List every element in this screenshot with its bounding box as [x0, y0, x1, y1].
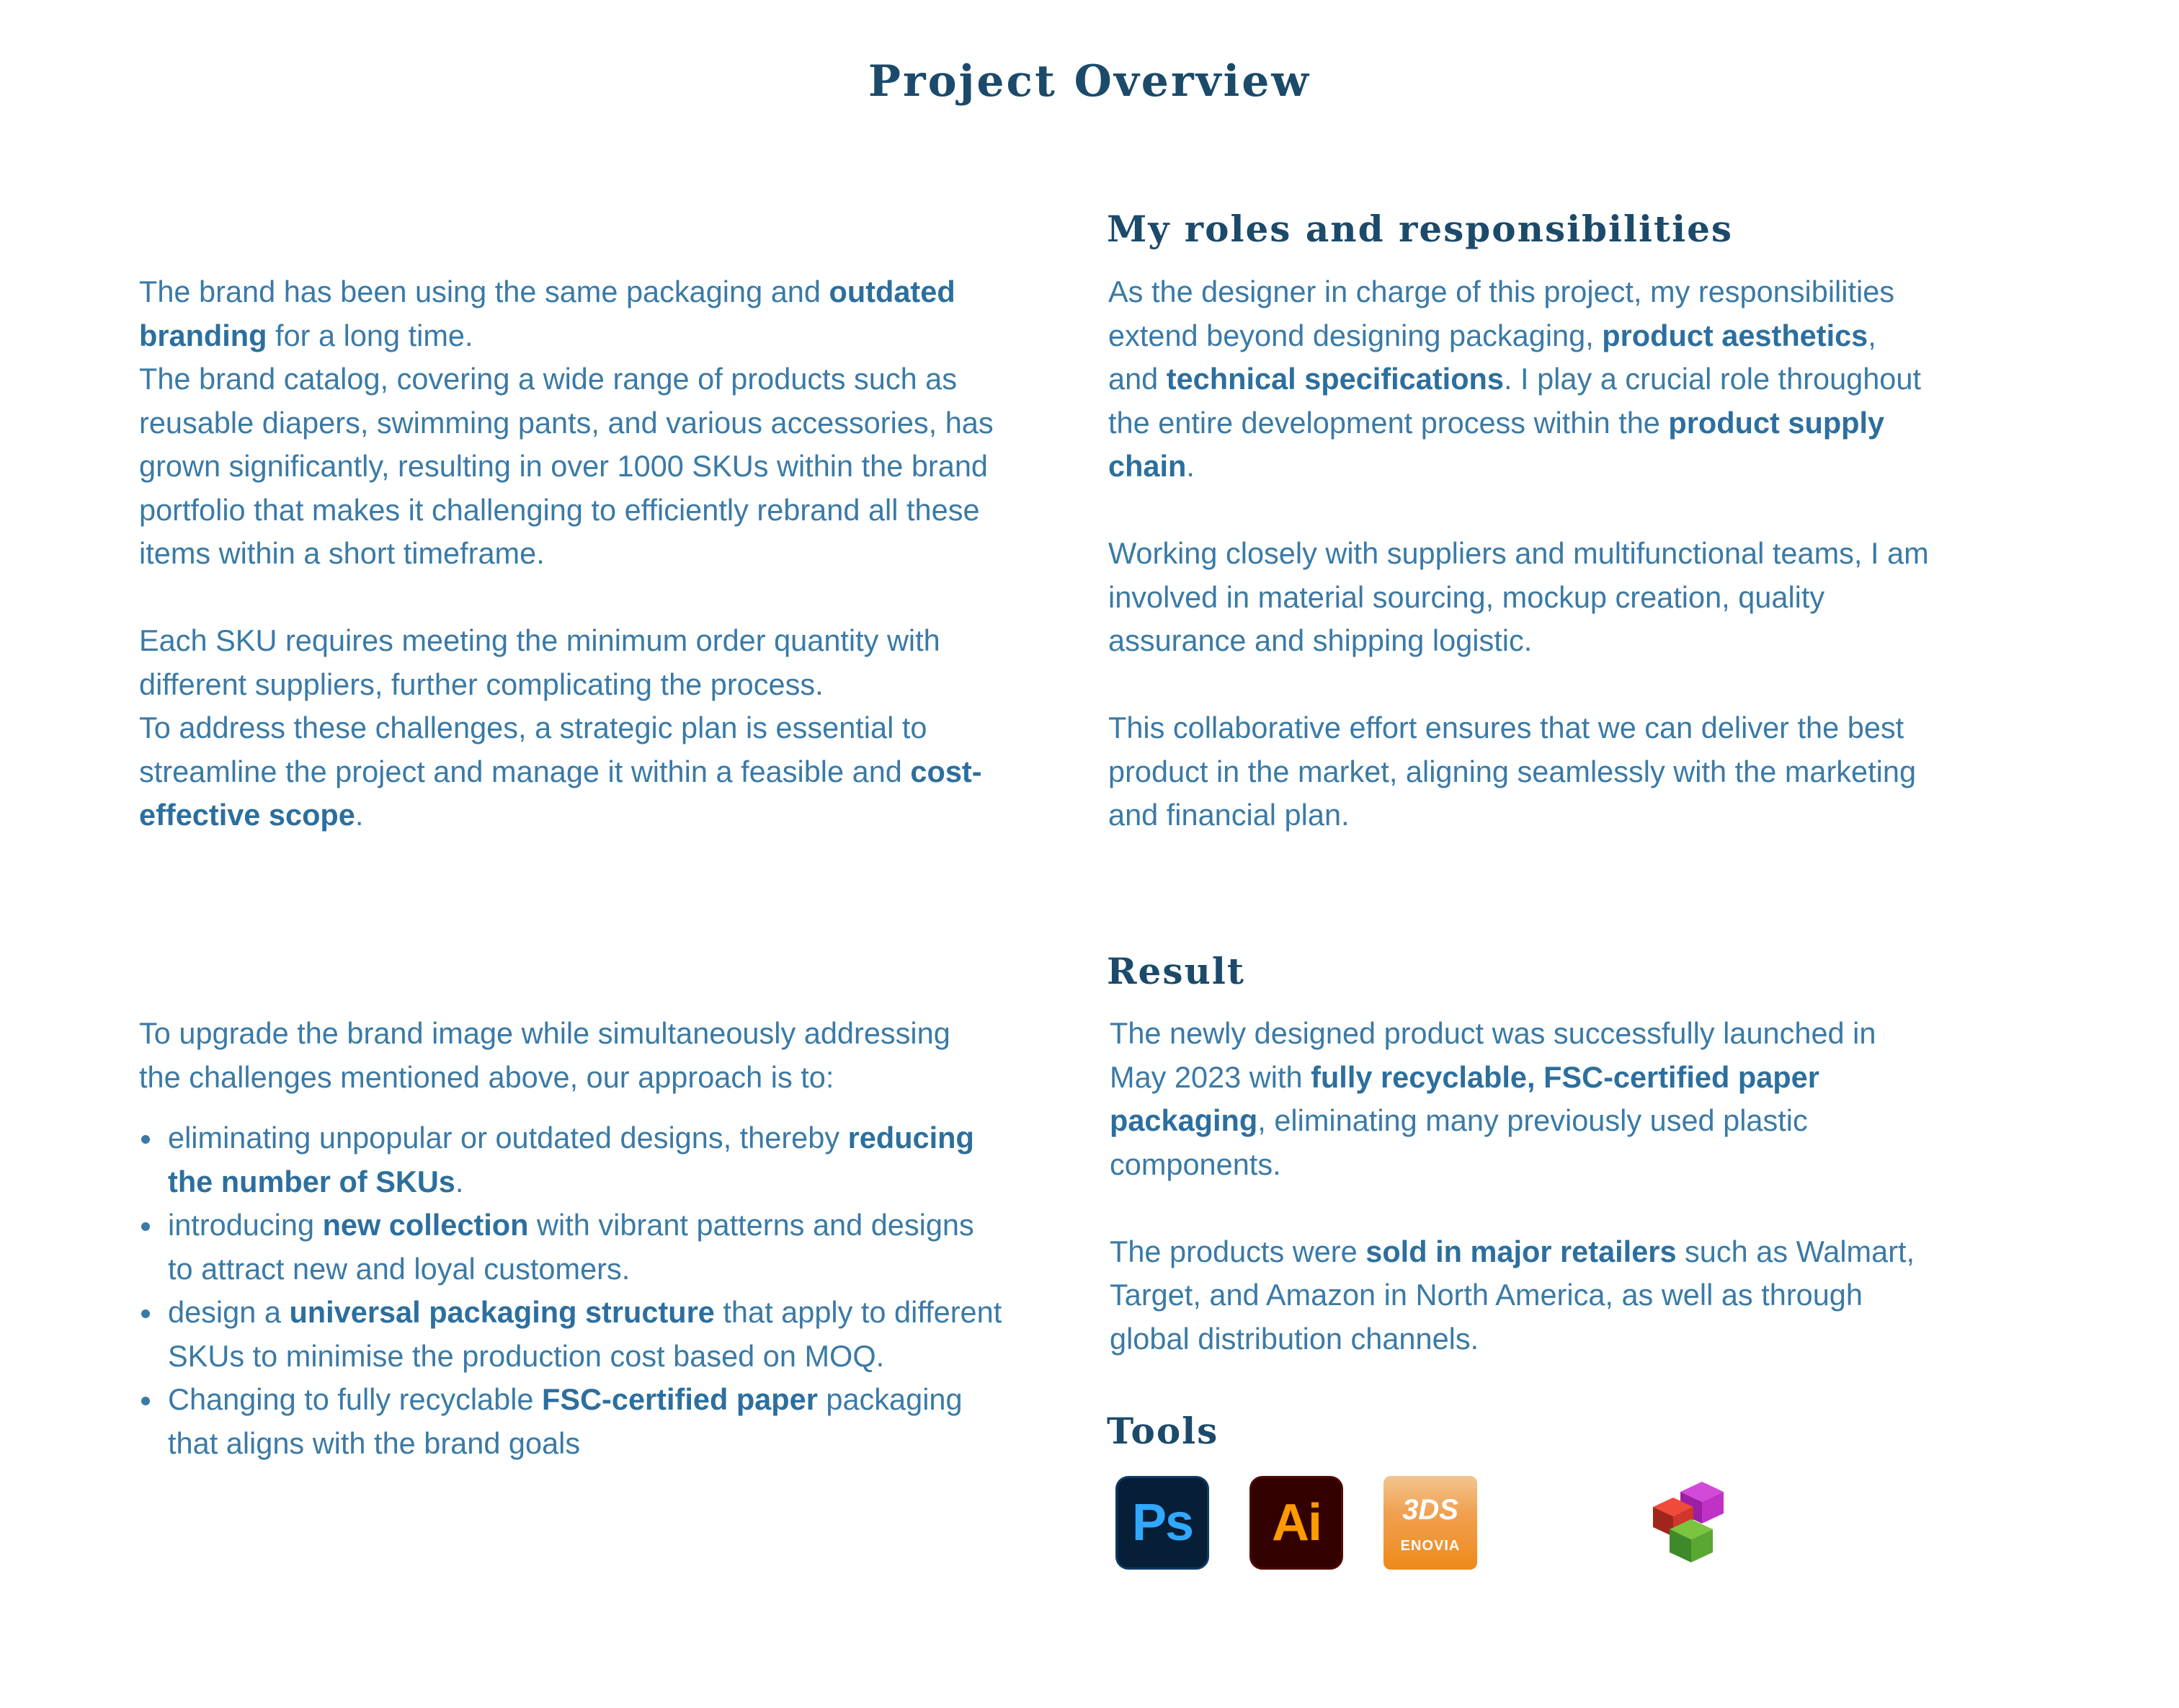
- challenge-section: [139, 270, 1033, 837]
- tools-heading: Tools: [1107, 1410, 1219, 1452]
- challenge-paragraph-3: Each SKU requires meeting the minimum order quantity with different suppliers, further complicating the process.: [139, 623, 940, 701]
- approach-intro: To upgrade the brand image while simultaneously addressing the challenges mentioned above, our approach is to:: [139, 1016, 950, 1094]
- highlight-reducing-skus: reducing the number of SKUs: [168, 1121, 974, 1198]
- list-item: design a universal packaging structure that apply to different SKUs to minimise the production cost based on MOQ.: [139, 1291, 1004, 1378]
- highlight-product-aesthetics: product aesthetics: [1602, 318, 1868, 352]
- result-heading: Result: [1107, 950, 1245, 992]
- enovia-icon: 3DS ENOVIA: [1383, 1476, 1477, 1570]
- approach-section: [139, 1012, 1004, 1465]
- illustrator-icon: Ai: [1249, 1476, 1343, 1570]
- highlight-cost-effective-scope: cost-effective scope: [139, 754, 982, 832]
- tools-row: [1115, 1476, 1745, 1570]
- roles-paragraph-3: This collaborative effort ensures that we can deliver the best product in the market, aligning seamlessly with the marketing and financial plan.: [1108, 711, 1917, 832]
- cubes-icon: [1652, 1476, 1745, 1570]
- photoshop-icon: Ps: [1115, 1476, 1209, 1570]
- highlight-fsc-packaging: fully recyclable, FSC-certified paper packaging: [1110, 1059, 1819, 1137]
- highlight-product-supply-chain: product supply chain: [1108, 405, 1885, 483]
- roles-paragraph-1: As the designer in charge of this project, my responsibilities extend beyond designing packaging, product aesthetics, and technical specifications. I play a crucial role throughout the entire development process within the product supply chain.: [1108, 275, 1921, 483]
- list-item: eliminating unpopular or outdated designs, thereby reducing the number of SKUs.: [139, 1116, 1004, 1204]
- list-item: Changing to fully recyclable FSC-certified paper packaging that aligns with the brand goals: [139, 1378, 1004, 1465]
- highlight-universal-packaging: universal packaging structure: [289, 1295, 715, 1329]
- approach-list: [139, 1116, 1004, 1465]
- roles-section: [1108, 270, 1930, 837]
- result-paragraph-2: The products were sold in major retailers such as Walmart, Target, and Amazon in North America, as well as through global distribution channels.: [1110, 1234, 1915, 1356]
- roles-paragraph-2: Working closely with suppliers and multifunctional teams, I am involved in material sourcing, mockup creation, quality assurance and shipping logistic.: [1108, 536, 1929, 657]
- challenge-paragraph-4: To address these challenges, a strategic plan is essential to streamline the project and manage it within a feasible and cost-effective scope.: [139, 711, 982, 832]
- challenge-paragraph-2: The brand catalog, covering a wide range of products such as reusable diapers, swimming pants, and various accessories, has grown significantly, resulting in over 1000 SKUs within the brand portfolio that makes it challenging to efficiently rebrand all these items within a short timeframe.: [139, 362, 994, 570]
- ds-logo-icon: 3DS: [1402, 1493, 1458, 1526]
- challenge-paragraph-1: The brand has been using the same packaging and outdated branding for a long time.: [139, 275, 955, 352]
- highlight-major-retailers: sold in major retailers: [1365, 1234, 1677, 1268]
- microsoft-icon: [1518, 1476, 1611, 1570]
- highlight-technical-specifications: technical specifications: [1166, 362, 1504, 396]
- list-item: introducing new collection with vibrant patterns and designs to attract new and loyal customers.: [139, 1204, 1004, 1291]
- highlight-new-collection: new collection: [322, 1208, 529, 1242]
- roles-heading: My roles and responsibilities: [1107, 208, 1734, 250]
- highlight-fsc-paper: FSC-certified paper: [542, 1382, 818, 1416]
- result-section: [1110, 1012, 1931, 1361]
- page-title: Project Overview: [868, 56, 1311, 107]
- result-paragraph-1: The newly designed product was successfully launched in May 2023 with fully recyclable, FSC-certified paper packaging, eliminating many previously used plastic components.: [1110, 1016, 1876, 1181]
- highlight-outdated-branding: outdated branding: [139, 275, 955, 352]
